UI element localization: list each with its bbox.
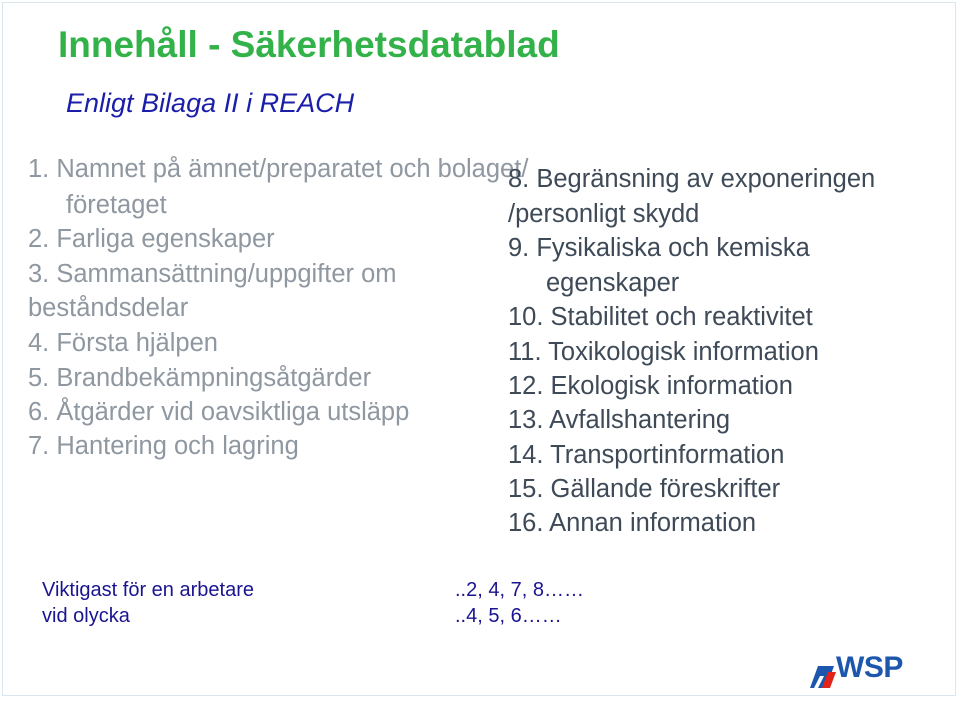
list-item: 7. Hantering och lagring xyxy=(28,432,299,460)
list-item: 16. Annan information xyxy=(508,509,757,537)
page-subtitle: Enligt Bilaga II i REACH xyxy=(66,88,355,118)
list-item: 3. Sammansättning/uppgifter om xyxy=(28,260,397,288)
note-value-line1: ..2, 4, 7, 8…… xyxy=(455,579,584,601)
page-title: Innehåll - Säkerhetsdatablad xyxy=(58,24,560,65)
list-item: 1. Namnet på ämnet/preparatet och bolaget/ xyxy=(28,155,529,183)
list-item: /personligt skydd xyxy=(508,200,700,228)
note-label-line1: Viktigast för en arbetare xyxy=(42,579,254,601)
list-item: företaget xyxy=(66,191,167,219)
list-item: 8. Begränsning av exponeringen xyxy=(508,165,876,193)
note-label-line2: vid olycka xyxy=(42,605,130,627)
list-item: 11. Toxikologisk information xyxy=(508,338,819,366)
list-item: 5. Brandbekämpningsåtgärder xyxy=(28,364,372,392)
list-item: 13. Avfallshantering xyxy=(508,406,731,434)
list-item: 12. Ekologisk information xyxy=(508,372,793,400)
list-item: 6. Åtgärder vid oavsiktliga utsläpp xyxy=(28,398,410,426)
list-item: 2. Farliga egenskaper xyxy=(28,225,275,253)
list-item: egenskaper xyxy=(546,269,680,297)
list-item: 9. Fysikaliska och kemiska xyxy=(508,234,810,262)
logo-text: WSP xyxy=(836,651,903,684)
list-item: 14. Transportinformation xyxy=(508,441,785,469)
list-item: 4. Första hjälpen xyxy=(28,329,218,357)
list-item: 10. Stabilitet och reaktivitet xyxy=(508,303,813,331)
note-value-line2: ..4, 5, 6…… xyxy=(455,605,562,627)
list-item: 15. Gällande föreskrifter xyxy=(508,475,781,503)
list-item: beståndsdelar xyxy=(28,294,189,322)
